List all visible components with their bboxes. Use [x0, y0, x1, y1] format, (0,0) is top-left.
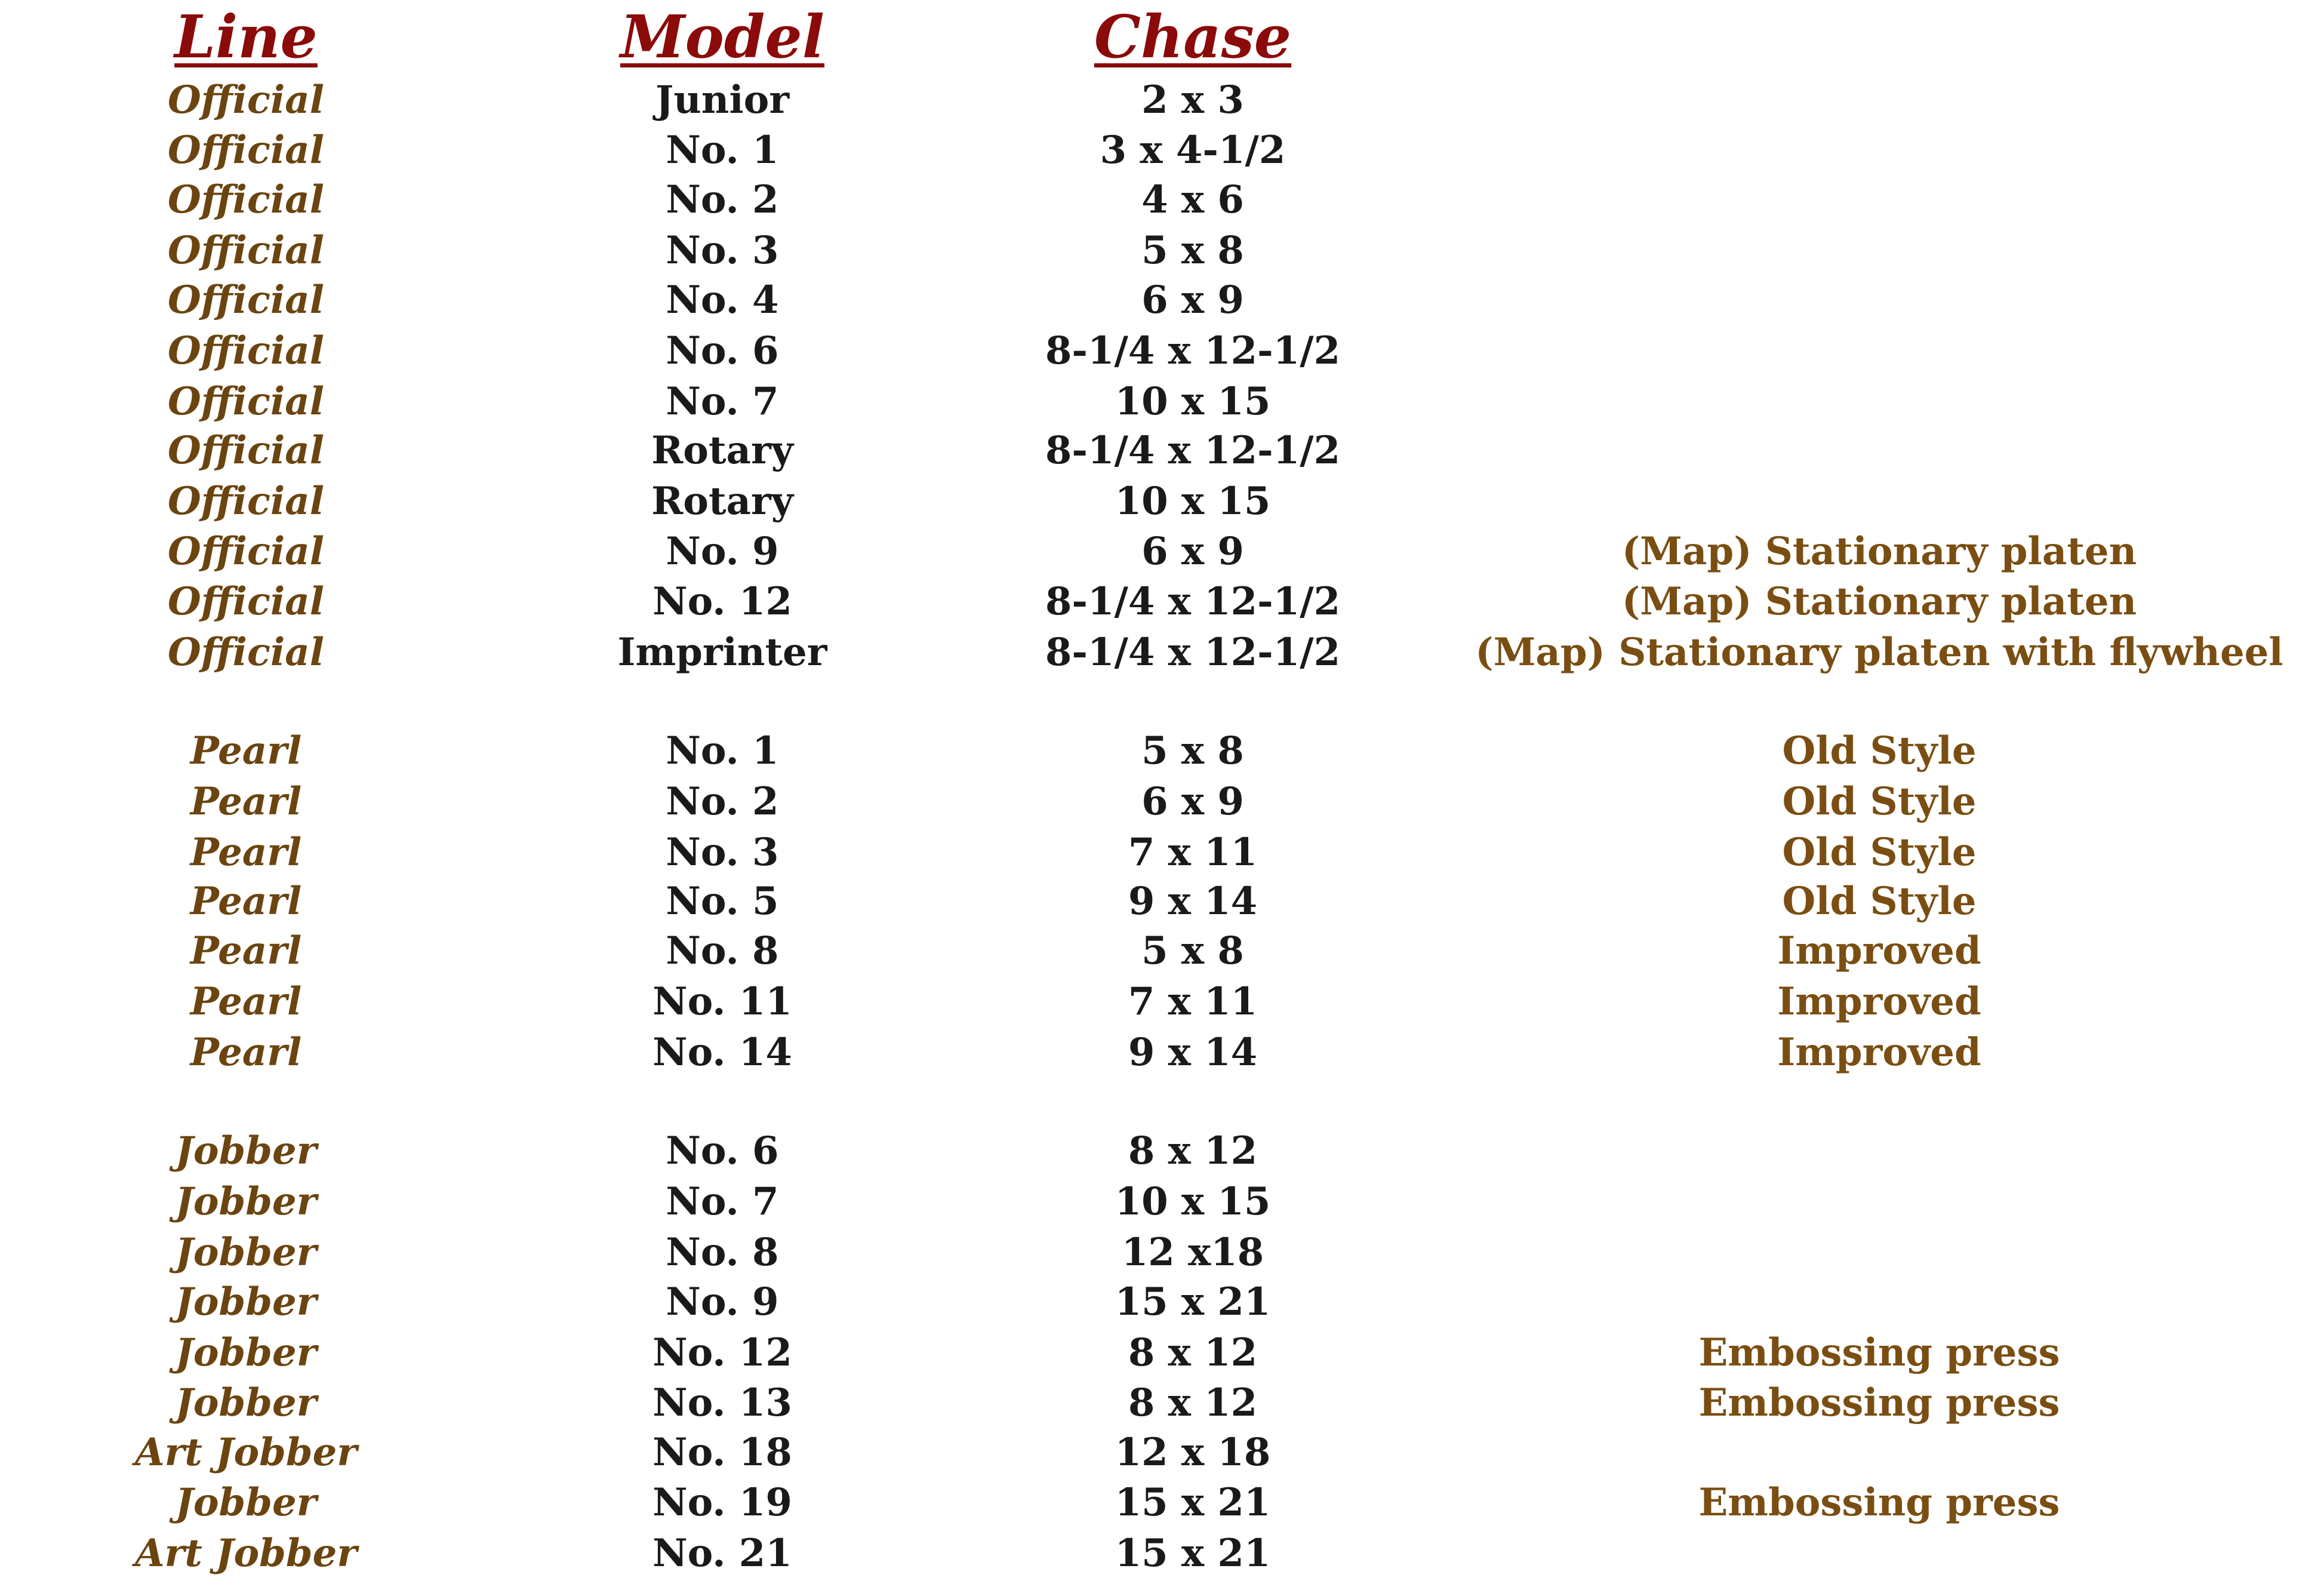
row-model: No. 9: [666, 1280, 779, 1324]
row-model: No. 19: [652, 1480, 792, 1525]
row-line: Official: [167, 529, 325, 574]
row-line: Jobber: [175, 1230, 317, 1275]
row-chase: 12 x18: [1121, 1230, 1264, 1275]
row-chase: 8 x 12: [1128, 1380, 1258, 1425]
row-model: No. 2: [666, 779, 779, 824]
row-note: Old Style: [1782, 779, 1977, 824]
row-note: Old Style: [1782, 728, 1977, 773]
row-model: No. 8: [666, 928, 779, 973]
row-model: No. 1: [666, 728, 779, 773]
row-note: Improved: [1777, 1030, 1981, 1075]
row-model: Rotary: [651, 428, 793, 473]
row-note: Embossing press: [1698, 1380, 2060, 1425]
row-note: (Map) Stationary platen: [1621, 529, 2137, 574]
row-chase: 8-1/4 x 12-1/2: [1045, 428, 1341, 473]
row-line: Official: [167, 177, 325, 222]
row-note: Old Style: [1782, 879, 1977, 924]
row-model: Imprinter: [617, 630, 827, 675]
row-line: Pearl: [190, 830, 302, 875]
row-chase: 5 x 8: [1141, 928, 1244, 973]
row-note: Embossing press: [1698, 1330, 2060, 1375]
row-chase: 10 x 15: [1115, 479, 1271, 524]
row-chase: 5 x 8: [1141, 228, 1244, 273]
row-model: No. 13: [652, 1380, 792, 1425]
row-chase: 7 x 11: [1128, 979, 1258, 1024]
row-line: Jobber: [175, 1179, 317, 1224]
row-chase: 8 x 12: [1128, 1330, 1258, 1375]
header-chase: Chase: [1094, 3, 1292, 72]
row-chase: 10 x 15: [1115, 379, 1271, 424]
row-note: (Map) Stationary platen with flywheel: [1475, 630, 2283, 675]
row-line: Jobber: [175, 1380, 317, 1425]
row-chase: 15 x 21: [1115, 1480, 1271, 1525]
row-line: Pearl: [190, 1030, 302, 1075]
row-chase: 8-1/4 x 12-1/2: [1045, 630, 1341, 675]
row-line: Pearl: [190, 728, 302, 773]
row-model: No. 12: [652, 1330, 792, 1375]
row-model: No. 9: [666, 529, 779, 574]
row-line: Official: [167, 128, 325, 173]
row-line: Official: [167, 228, 325, 273]
row-line: Official: [167, 630, 325, 675]
row-line: Official: [167, 328, 325, 373]
row-chase: 6 x 9: [1141, 278, 1244, 322]
row-line: Official: [167, 379, 325, 424]
row-chase: 12 x 18: [1115, 1430, 1271, 1475]
row-note: Improved: [1777, 979, 1981, 1024]
row-chase: 3 x 4-1/2: [1100, 128, 1286, 173]
row-chase: 9 x 14: [1128, 1030, 1258, 1075]
row-model: Rotary: [651, 479, 793, 524]
row-chase: 15 x 21: [1115, 1531, 1271, 1576]
row-note: (Map) Stationary platen: [1621, 579, 2137, 624]
row-model: No. 11: [652, 979, 792, 1024]
row-line: Art Jobber: [134, 1430, 358, 1475]
row-model: No. 7: [666, 379, 779, 424]
row-model: No. 5: [666, 879, 779, 924]
row-chase: 7 x 11: [1128, 830, 1258, 875]
row-model: No. 3: [666, 228, 779, 273]
row-model: No. 1: [666, 128, 779, 173]
row-model: No. 2: [666, 177, 779, 222]
row-model: No. 18: [652, 1430, 792, 1475]
row-line: Art Jobber: [134, 1531, 358, 1576]
row-line: Official: [167, 479, 325, 524]
row-chase: 4 x 6: [1141, 177, 1244, 222]
row-model: No. 6: [666, 328, 779, 373]
row-model: No. 7: [666, 1179, 779, 1224]
header-line: Line: [174, 3, 318, 72]
row-line: Official: [167, 78, 325, 122]
row-line: Pearl: [190, 979, 302, 1024]
row-chase: 8-1/4 x 12-1/2: [1045, 328, 1341, 373]
row-model: No. 21: [652, 1531, 792, 1576]
row-chase: 8-1/4 x 12-1/2: [1045, 579, 1341, 624]
row-model: No. 6: [666, 1128, 779, 1173]
row-note: Old Style: [1782, 830, 1977, 875]
row-line: Jobber: [175, 1280, 317, 1324]
row-model: No. 3: [666, 830, 779, 875]
row-model: No. 12: [652, 579, 792, 624]
row-chase: 2 x 3: [1141, 78, 1244, 122]
row-chase: 9 x 14: [1128, 879, 1258, 924]
row-model: No. 4: [666, 278, 779, 322]
row-chase: 10 x 15: [1115, 1179, 1271, 1224]
row-model: No. 14: [652, 1030, 792, 1075]
row-model: No. 8: [666, 1230, 779, 1275]
row-chase: 8 x 12: [1128, 1128, 1258, 1173]
row-line: Pearl: [190, 928, 302, 973]
row-chase: 15 x 21: [1115, 1280, 1271, 1324]
row-chase: 6 x 9: [1141, 779, 1244, 824]
row-line: Jobber: [175, 1480, 317, 1525]
row-line: Pearl: [190, 879, 302, 924]
row-line: Official: [167, 278, 325, 322]
row-model: Junior: [655, 78, 790, 122]
row-chase: 5 x 8: [1141, 728, 1244, 773]
row-note: Embossing press: [1698, 1480, 2060, 1525]
header-model: Model: [620, 3, 824, 72]
row-note: Improved: [1777, 928, 1981, 973]
row-line: Jobber: [175, 1330, 317, 1375]
row-line: Pearl: [190, 779, 302, 824]
row-line: Jobber: [175, 1128, 317, 1173]
row-line: Official: [167, 579, 325, 624]
row-line: Official: [167, 428, 325, 473]
row-chase: 6 x 9: [1141, 529, 1244, 574]
